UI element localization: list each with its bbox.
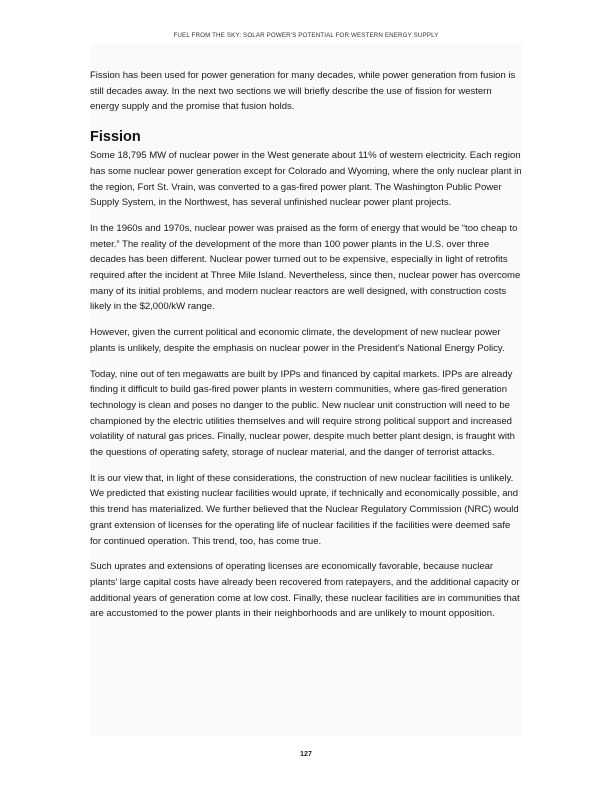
intro-paragraph: Fission has been used for power generation for many decades, while power generation from fusion is still decades away. In the next two sections we will briefly describe the use of fission for western energy supply and the promise that fusion holds. <box>90 70 516 113</box>
running-header: FUEL FROM THE SKY: SOLAR POWER'S POTENTIAL FOR WESTERN ENERGY SUPPLY <box>173 32 439 39</box>
paragraph: Some 18,795 MW of nuclear power in the West generate about 11% of western electricity. Each region has some nuclear power generation except for Colorado and Wyoming, where the only nuclear plant in the region, Fort St. Vrain, was converted to a gas-fired power plant. The Washington Public Power Supply System, in the Northwest, has several unfinished nuclear power plant projects. <box>90 150 522 209</box>
page-body <box>90 44 522 736</box>
paragraph: Such uprates and extensions of operating licenses are economically favorable, because nuclear plants’ large capital costs have already been recovered from ratepayers, and the additional capacity or additional years of generation come at low cost. Finally, these nuclear facilities are in communities that are accustomed to the power plants in their neighborhoods and are unlikely to mount opposition. <box>90 561 520 620</box>
page-number: 127 <box>300 751 312 758</box>
paragraph: However, given the current political and economic climate, the development of new nuclear power plants is unlikely, despite the emphasis on nuclear power in the President’s National Energy Policy. <box>90 327 505 354</box>
paragraph: In the 1960s and 1970s, nuclear power was praised as the form of energy that would be “too cheap to meter.” The reality of the development of the more than 100 power plants in the U.S. over three decades has been different. Nuclear power turned out to be expensive, especially in light of retrofits required after the incident at Three Mile Island. Nevertheless, since then, nuclear power has overcome many of its initial problems, and modern nuclear reactors are well designed, with construction costs likely in the $2,000/kW range. <box>90 222 521 313</box>
paragraph: It is our view that, in light of these considerations, the construction of new nuclear facilities is unlikely. We predicted that existing nuclear facilities would uprate, if technically and economically possible, and this trend has materialized. We further believed that the Nuclear Regulatory Commission (NRC) would grant extension of licenses for the operating life of nuclear facilities if the facilities were deemed safe for continued operation. This trend, too, has come true. <box>90 472 519 547</box>
paragraph: Today, nine out of ten megawatts are built by IPPs and financed by capital markets. IPPs are already finding it difficult to build gas-fired power plants in western communities, where gas-fired generation technology is clean and poses no danger to the public. New nuclear unit construction will need to be championed by the electric utilities themselves and will require strong political support and increased volatility of natural gas prices. Finally, nuclear power, despite much better plant design, is fraught with the questions of operating safety, storage of nuclear material, and the danger of terrorist attacks. <box>90 368 515 459</box>
text-column <box>90 68 522 632</box>
section-heading-fission: Fission <box>90 129 141 146</box>
